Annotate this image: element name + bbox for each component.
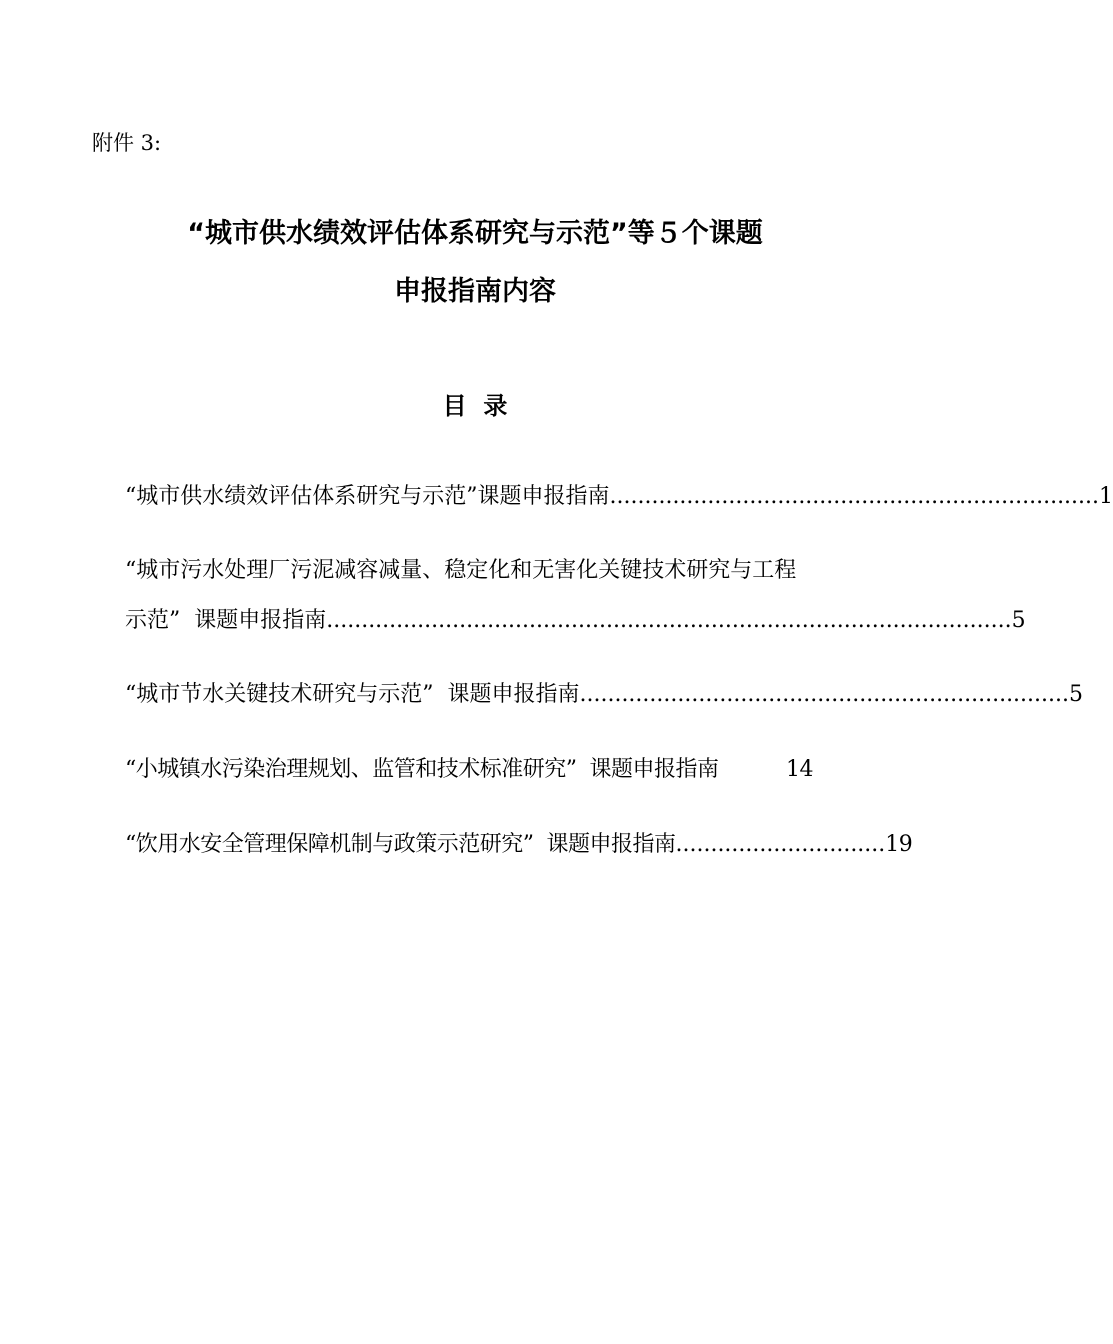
toc-entry-page: 14 <box>786 757 813 782</box>
toc-entry-text: “城市节水关键技术研究与示范” 课题申报指南 <box>125 682 580 707</box>
toc-entry-text: 示范” 课题申报指南 <box>125 608 327 633</box>
toc-entry-text: “城市供水绩效评估体系研究与示范”课题申报指南 <box>125 484 610 509</box>
toc-entry-4[interactable] <box>125 754 813 786</box>
document-title-line-1: “城市供水绩效评估体系研究与示范”等５个课题 <box>187 218 763 249</box>
toc-entry-1[interactable] <box>125 481 1113 513</box>
toc-heading: 目 录 <box>442 392 508 420</box>
document-title-line-2: 申报指南内容 <box>394 276 556 307</box>
attachment-label: 附件 3: <box>92 131 162 155</box>
toc-entry-5[interactable] <box>125 829 913 861</box>
toc-entry-page: 1 <box>1099 484 1113 509</box>
toc-entry-leader: ...................................................................... <box>609 484 1100 509</box>
toc-entry-text: “饮用水安全管理保障机制与政策示范研究” 课题申报指南 <box>125 832 676 857</box>
toc-entry-page: 19 <box>885 832 913 857</box>
toc-entry-leader: ...................................................................... <box>579 682 1070 707</box>
toc-entry-text: “城市污水处理厂污泥减容减量、稳定化和无害化关键技术研究与工程 <box>125 558 797 583</box>
toc-entry-text: “小城镇水污染治理规划、监管和技术标准研究” 课题申报指南 <box>125 757 719 782</box>
toc-entry-page: 5 <box>1069 682 1084 707</box>
toc-entry-leader: .............................. <box>675 832 886 857</box>
toc-entry-2[interactable] <box>125 605 1026 637</box>
toc-entry-leader: .................................................................................................. <box>326 608 1012 633</box>
toc-entry-page: 5 <box>1011 608 1026 633</box>
toc-entry-3[interactable] <box>125 679 1084 711</box>
toc-entry-2-line-1[interactable] <box>125 555 796 587</box>
